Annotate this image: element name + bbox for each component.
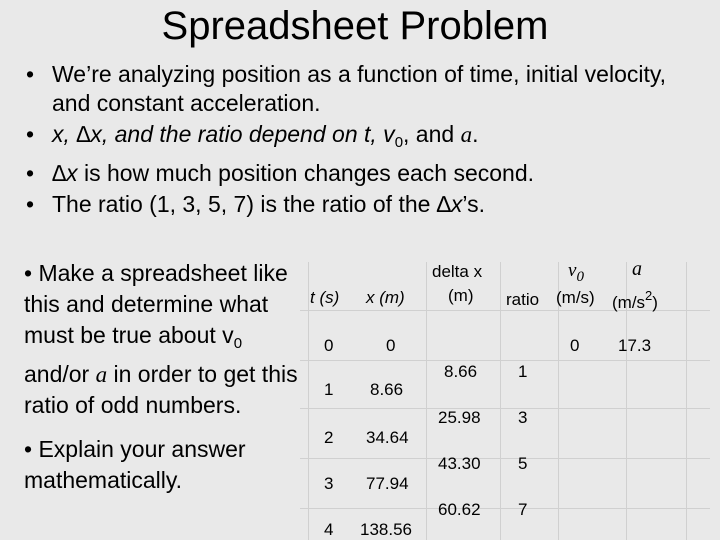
cell-delta-x: 8.66 — [444, 362, 478, 381]
grid-line — [308, 262, 309, 540]
header-delta-x-text: delta x — [432, 262, 483, 281]
bullet-text: ’s. — [462, 191, 485, 217]
grid-line — [300, 508, 710, 509]
instruction-text: and/or — [24, 361, 96, 387]
cell-delta-x: 25.98 — [438, 408, 481, 427]
cell-ratio: 1 — [518, 362, 528, 381]
cell-x: 138.56 — [360, 520, 412, 539]
grid-line — [686, 262, 687, 540]
cell-x: 8.66 — [370, 380, 404, 399]
subscript: 0 — [394, 134, 404, 151]
bullet-text: . — [472, 121, 479, 147]
bullet-dot: • — [26, 191, 35, 217]
bullet-text: ∆x — [52, 160, 78, 186]
header-delta-x — [432, 262, 482, 282]
bullet-text: We’re analyzing position as a function of time, initial velocity, and constant acceleration. — [52, 61, 667, 116]
bullet-text: The ratio (1, 3, 5, 7) is the ratio of the ∆ — [52, 191, 451, 217]
bullet-dot: • — [26, 121, 35, 147]
var-t: t — [364, 121, 371, 147]
instruction-paragraph — [24, 434, 304, 496]
cell-ratio: 5 — [518, 454, 528, 473]
cell-delta-x: 60.62 — [438, 500, 481, 519]
header-v0 — [568, 260, 584, 286]
cell-a-value: 17.3 — [618, 336, 652, 355]
bullet-dot: • — [24, 436, 33, 462]
cell-t: 1 — [324, 380, 334, 399]
cell-x: 0 — [386, 336, 396, 355]
slide-title: Spreadsheet Problem — [161, 4, 549, 48]
header-delta-x-unit-text: (m) — [448, 286, 474, 305]
header-a-unit-end: ) — [652, 293, 658, 312]
bullet-dot: • — [26, 160, 35, 186]
cell-t: 2 — [324, 428, 334, 447]
bullet-text: , v — [370, 121, 395, 147]
bullet-text: x, ∆x, and the ratio depend on — [52, 121, 365, 147]
bullet-item — [26, 60, 706, 118]
bullet-dot: • — [26, 61, 35, 87]
cell-x: 77.94 — [366, 474, 409, 493]
subscript: 0 — [233, 335, 243, 352]
bullet-item — [26, 120, 706, 157]
grid-line — [300, 360, 710, 361]
var-x: x — [450, 191, 463, 217]
header-ratio-text: ratio — [506, 290, 540, 309]
cell-t: 3 — [324, 474, 334, 493]
header-v0-unit — [556, 288, 595, 308]
header-ratio — [506, 290, 539, 310]
a-symbol: a — [632, 258, 642, 280]
header-x-text: x (m) — [366, 288, 405, 307]
bullet-text: is how much position changes each second. — [77, 160, 535, 186]
bullet-dot: • — [24, 260, 33, 286]
cell-t: 0 — [324, 336, 334, 355]
spreadsheet-table — [300, 258, 710, 540]
instruction-paragraph — [24, 258, 304, 421]
header-a-unit-text: (m/s — [612, 293, 646, 312]
header-t — [310, 288, 339, 308]
var-a: a — [95, 362, 108, 387]
header-t-text: t (s) — [310, 288, 340, 307]
superscript: 2 — [645, 288, 653, 303]
cell-ratio: 7 — [518, 500, 528, 519]
cell-delta-x: 43.30 — [438, 454, 481, 473]
header-a-unit — [612, 288, 658, 313]
grid-line — [500, 262, 501, 540]
instruction-text: Explain your answer mathematically. — [24, 436, 246, 493]
instructions-block — [24, 258, 304, 509]
instruction-text: in order to get this ratio of odd numbers. — [24, 361, 298, 418]
instruction-text: Make a spreadsheet like this and determine what must be true about v — [24, 260, 288, 348]
header-x — [366, 288, 405, 308]
bullet-text: , and — [403, 121, 461, 147]
grid-line — [426, 262, 427, 540]
subscript: 0 — [576, 269, 584, 285]
bullet-item — [26, 190, 706, 219]
grid-line — [300, 458, 710, 459]
bullet-item — [26, 159, 706, 188]
header-v0-unit-text: (m/s) — [556, 288, 595, 307]
header-a — [632, 258, 642, 281]
cell-x: 34.64 — [366, 428, 409, 447]
bullet-list — [26, 60, 706, 221]
grid-line — [300, 408, 710, 409]
cell-t: 4 — [324, 520, 334, 539]
header-delta-x-unit — [448, 286, 473, 306]
cell-v0-value: 0 — [570, 336, 580, 355]
cell-ratio: 3 — [518, 408, 528, 427]
var-a: a — [460, 122, 473, 147]
v0-symbol: v — [568, 260, 577, 281]
